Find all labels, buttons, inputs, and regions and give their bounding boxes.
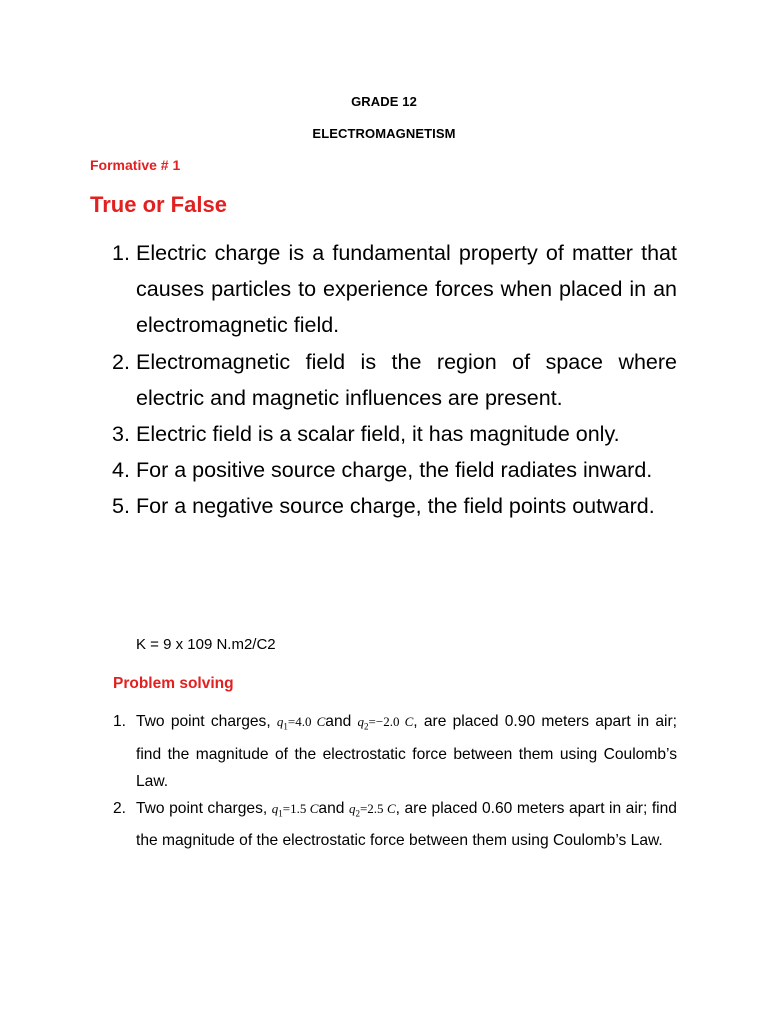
item-number: 3.: [112, 422, 130, 447]
problem-prefix: Two point charges,: [136, 713, 277, 730]
problem-prefix: Two point charges,: [136, 799, 272, 817]
item-number: 4.: [112, 458, 130, 483]
grade-title: GRADE 12: [351, 94, 417, 109]
coulomb-constant: K = 9 x 109 N.m2/C2: [136, 636, 276, 653]
item-number: 1.: [112, 241, 130, 265]
true-false-list: [102, 235, 677, 525]
item-number: 5.: [112, 494, 130, 519]
true-false-item: [102, 452, 677, 488]
item-text: Electric field is a scalar field, it has magnitude only.: [136, 422, 620, 447]
problem-and: and: [325, 713, 358, 730]
charge-q2: $q_2=2.5$ C: [348, 800, 396, 819]
problem-item: [113, 708, 677, 795]
true-false-item: [102, 344, 677, 416]
true-false-item: [102, 235, 677, 344]
formative-label: Formative # 1: [90, 157, 181, 173]
problem-solving-heading: Problem solving: [113, 675, 234, 692]
item-number: 2.: [113, 799, 127, 817]
true-false-heading: True or False: [90, 192, 227, 217]
item-text: Electromagnetic field is the region of space where electric and magnetic influences are present.: [136, 349, 677, 410]
true-false-item: [102, 416, 677, 452]
charge-q1: $q_1=4.0$ C: [276, 714, 326, 732]
charge-q2: $q_2=-2.0$ C: [357, 714, 414, 732]
charge-q1: $q_1=1.5$ C: [271, 800, 319, 819]
problem-suffix: , are placed 0.90 meters apart in air; find the magnitude of the electrostatic force between them using Coulomb’s Law.: [136, 713, 677, 790]
item-text: For a positive source charge, the field radiates inward.: [136, 458, 653, 483]
item-number: 2.: [112, 349, 130, 374]
subject-title: ELECTROMAGNETISM: [312, 126, 456, 141]
true-false-item: [102, 488, 677, 524]
problem-suffix: , are placed 0.60 meters apart in air; find the magnitude of the electrostatic force between them using Coulomb’s Law.: [136, 799, 677, 850]
problem-item: [113, 795, 677, 855]
item-text: For a negative source charge, the field points outward.: [136, 494, 655, 519]
problem-solving-list: [113, 708, 677, 854]
problem-and: and: [318, 799, 349, 817]
item-text: Electric charge is a fundamental property of matter that causes particles to experience forces when placed in an electromagnetic field.: [136, 241, 677, 338]
item-number: 1.: [113, 713, 127, 730]
